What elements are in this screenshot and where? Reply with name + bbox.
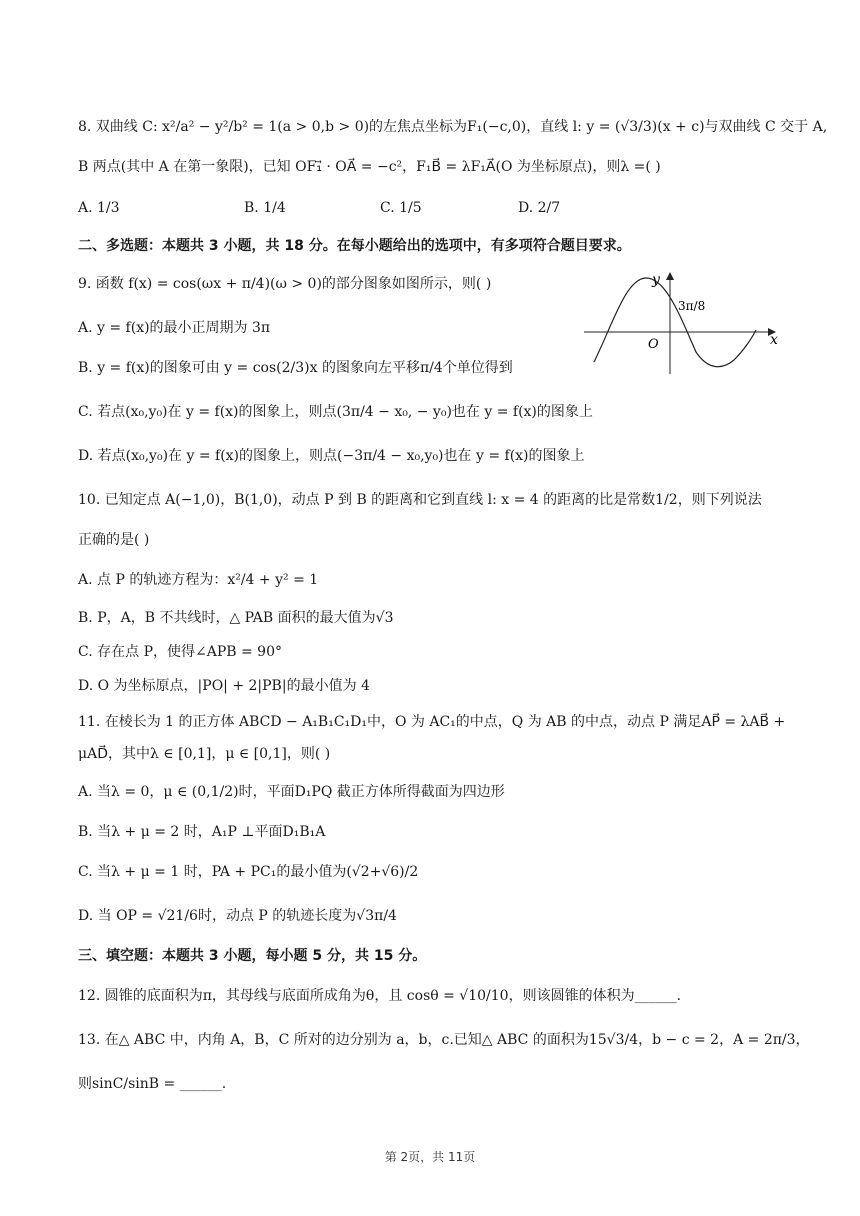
- y-axis-arrow: [666, 272, 674, 280]
- section-2-heading: 二、多选题：本题共 3 小题，共 18 分。在每小题给出的选项中，有多项符合题目要求。: [78, 238, 631, 254]
- q9-option-b: B. y = f(x)的图象可由 y = cos(2/3)x 的图象向左平移π/4个单位得到: [78, 360, 513, 376]
- q8-option-d: D. 2/7: [518, 200, 561, 216]
- q9-stem: 9. 函数 f(x) = cos(ωx + π/4)(ω > 0)的部分图象如图所示，则( ): [78, 276, 492, 292]
- q13-line1: 13. 在△ ABC 中，内角 A，B，C 所对的边分别为 a，b，c.已知△ ABC 的面积为15√3/4，b − c = 2，A = 2π/3，: [78, 1032, 810, 1048]
- q10-option-d: D. O 为坐标原点，|PO| + 2|PB|的最小值为 4: [78, 678, 370, 694]
- q10-option-b: B. P，A，B 不共线时，△ PAB 面积的最大值为√3: [78, 610, 394, 626]
- y-axis-label: y: [652, 272, 660, 288]
- page-footer: 第 2页，共 11页: [384, 1150, 476, 1164]
- q9-cosine-graph: [584, 266, 784, 376]
- q11-option-a: A. 当λ = 0，μ ∈ (0,1/2)时，平面D₁PQ 截正方体所得截面为四边形: [78, 784, 505, 800]
- q12-stem: 12. 圆锥的底面积为π，其母线与底面所成角为θ，且 cosθ = √10/10，则该圆锥的体积为______.: [78, 988, 682, 1004]
- q8-line2: B 两点(其中 A 在第一象限)，已知 OF₁⃗ · OA⃗ = −c²，F₁B⃗ = λF₁A⃗(O 为坐标原点)，则λ =( ): [78, 159, 661, 175]
- q8-option-a: A. 1/3: [78, 200, 120, 216]
- q10-line1: 10. 已知定点 A(−1,0)，B(1,0)，动点 P 到 B 的距离和它到直线 l: x = 4 的距离的比是常数1/2，则下列说法: [78, 492, 762, 508]
- q11-line1: 11. 在棱长为 1 的正方体 ABCD − A₁B₁C₁D₁中，O 为 AC₁的中点，Q 为 AB 的中点，动点 P 满足AP⃗ = λAB⃗ +: [78, 714, 786, 730]
- q11-line2: μAD⃗，其中λ ∈ [0,1]，μ ∈ [0,1]，则( ): [78, 746, 331, 762]
- x-axis-label: x: [770, 332, 778, 348]
- q11-option-c: C. 当λ + μ = 1 时，PA + PC₁的最小值为(√2+√6)/2: [78, 864, 419, 880]
- q9-option-d: D. 若点(x₀,y₀)在 y = f(x)的图象上，则点(−3π/4 − x₀,y₀)也在 y = f(x)的图象上: [78, 448, 585, 464]
- q10-option-c: C. 存在点 P，使得∠APB = 90°: [78, 644, 282, 660]
- cosine-curve: [594, 278, 756, 367]
- q8-option-b: B. 1/4: [244, 200, 286, 216]
- section-3-heading: 三、填空题：本题共 3 小题，每小题 5 分，共 15 分。: [78, 948, 427, 964]
- tick-label-3pi-8: 3π/8: [678, 299, 706, 313]
- q13-line2: 则sinC/sinB = ______.: [78, 1076, 227, 1092]
- q11-option-b: B. 当λ + μ = 2 时，A₁P ⊥平面D₁B₁A: [78, 824, 326, 840]
- q11-option-d: D. 当 OP = √21/6时，动点 P 的轨迹长度为√3π/4: [78, 908, 397, 924]
- q8-line1: 8. 双曲线 C: x²/a² − y²/b² = 1(a > 0,b > 0)的左焦点坐标为F₁(−c,0)，直线 l: y = (√3/3)(x + c)与双曲线 C 交于 A,: [78, 119, 828, 135]
- q10-line2: 正确的是( ): [78, 532, 150, 548]
- origin-label: O: [648, 337, 659, 352]
- q8-option-c: C. 1/5: [380, 200, 422, 216]
- q10-option-a: A. 点 P 的轨迹方程为：x²/4 + y² = 1: [78, 572, 319, 588]
- q9-option-c: C. 若点(x₀,y₀)在 y = f(x)的图象上，则点(3π/4 − x₀, − y₀)也在 y = f(x)的图象上: [78, 404, 593, 420]
- q9-option-a: A. y = f(x)的最小正周期为 3π: [78, 320, 271, 336]
